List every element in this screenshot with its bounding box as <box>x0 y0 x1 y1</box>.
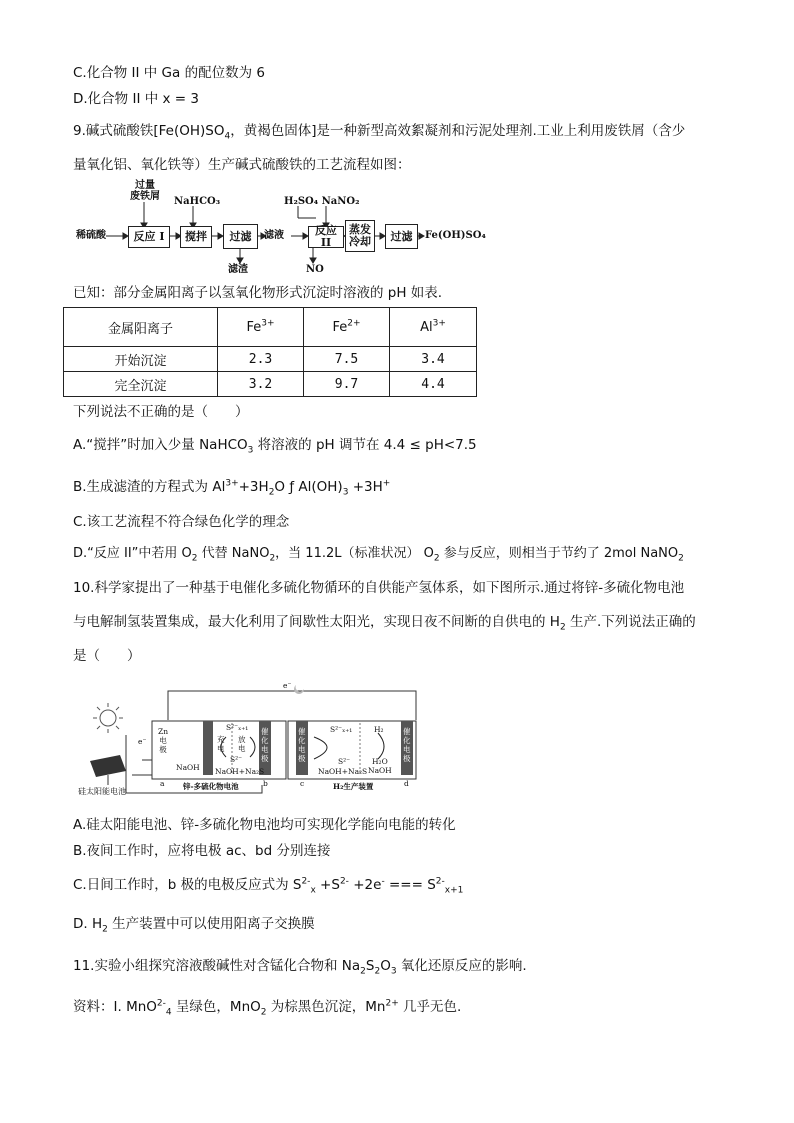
flow-no-label: NO <box>306 264 324 275</box>
electrode-d-label: d <box>404 779 409 788</box>
naoh-na2s-label-2: NaOH+Na₂S <box>318 767 368 776</box>
process-flowchart <box>76 180 486 275</box>
catalytic-electrode-3: 催 化 电 极 <box>403 727 411 763</box>
flow-box1-input: 过量 废铁屑 <box>130 180 160 202</box>
q10-stem-line1: 10.科学家提出了一种基于电催化多硫化物循环的自供能产氢体系，如下图所示.通过将锌-多硫化物电池 <box>73 580 685 596</box>
zn-electrode-label: Zn 电 极 <box>158 727 169 754</box>
table-cell: 完全沉淀 <box>64 372 218 397</box>
h2-device-caption: H₂生产装置 <box>333 782 374 791</box>
table-header-cell: $Al^{3+}$ <box>390 308 477 347</box>
battery-caption: 锌-多硫化物电池 <box>183 782 239 791</box>
ph-table <box>63 307 477 397</box>
table-cell: 开始沉淀 <box>64 347 218 372</box>
q9-stem-line1: 9.碱式硫酸铁[$Fe(OH)SO_4$，黄褐色固体]是一种新型高效絮凝剂和污泥处理剂.工业上利用废铁屑（含少 <box>73 123 686 142</box>
q9-option-d: D.“反应 II”中若用 $O_2$ 代替 NaNO$_2$，当 11.2L（标准状况） $O_2$ 参与反应，则相当于节约了 2mol NaNO$_2$ <box>73 546 684 564</box>
naoh-left-label: NaOH <box>176 763 200 772</box>
flow-box-evaporate: 蒸发 冷却 <box>345 220 375 252</box>
polysulfide-label-2: S²⁻ₓ₊₁ <box>330 725 353 734</box>
table-cell: 7.5 <box>304 347 390 372</box>
flow-box-stir: 搅拌 <box>180 226 212 248</box>
flow-box-filter2: 过滤 <box>385 224 418 249</box>
electron-label-left: e⁻ <box>138 737 147 746</box>
discharge-label: 放 电 <box>238 735 246 753</box>
flow-box2-input: NaHCO₃ <box>174 196 221 207</box>
table-row <box>64 347 477 372</box>
q10-option-b: B.夜间工作时，应将电极 ac、bd 分别连接 <box>73 843 331 859</box>
electrode-b-label: b <box>263 779 268 788</box>
sulfide-label-1: S²⁻ <box>230 755 243 764</box>
q9-option-a: A.“搅拌”时加入少量 NaHCO$_3$ 将溶液的 pH 调节在 4.4 ≤ pH<7.5 <box>73 437 477 456</box>
flow-box-filter1: 过滤 <box>223 224 258 249</box>
q10-option-c: C.日间工作时，b 极的电极反应式为 $S^{2-}_x +S^{2-} +2e^-$ === $S^{2-}_{x+1}$ <box>73 876 464 896</box>
q11-stem: 11.实验小组探究溶液酸碱性对含锰化合物和 $Na_2S_2O_3$ 氧化还原反应的影响. <box>73 958 527 977</box>
table-cell: 4.4 <box>390 372 477 397</box>
polysulfide-label-1: S²⁻ₓ₊₁ <box>226 723 249 732</box>
table-cell: 2.3 <box>218 347 304 372</box>
option-d-q8: D.化合物 II 中 x = 3 <box>73 91 199 107</box>
q9-known-text: 已知：部分金属阳离子以氢氧化物形式沉淀时溶液的 pH 如表. <box>73 285 443 301</box>
flow-product-label: Fe(OH)SO₄ <box>425 230 486 241</box>
flow-residue-label: 滤渣 <box>228 264 248 275</box>
q9-option-b: B.生成滤渣的方程式为 $Al^{3+}+3H_2O$ ƒ $Al(OH)_3 +3H^+$ <box>73 478 391 498</box>
catalytic-electrode-2: 催 化 电 极 <box>298 727 306 763</box>
q10-stem-line3: 是（ ） <box>73 648 141 664</box>
h2-label: H₂ <box>374 725 384 734</box>
table-header-cell: $Fe^{3+}$ <box>218 308 304 347</box>
option-c-q8: C.化合物 II 中 Ga 的配位数为 6 <box>73 65 265 81</box>
flow-box-reaction2: 反应 II <box>308 226 344 248</box>
electrode-a-label: a <box>160 779 165 788</box>
flow-box4-input: H₂SO₄ NaNO₂ <box>284 196 360 207</box>
naoh-na2s-label-1: NaOH+Na₂S <box>215 767 265 776</box>
q11-info: 资料：I. MnO$^{2-}_4$ 呈绿色，MnO$_2$ 为棕黑色沉淀，$Mn^{2+}$ 几乎无色. <box>73 998 462 1018</box>
table-header-cell: 金属阳离子 <box>64 308 218 347</box>
flow-start-label: 稀硫酸 <box>76 230 106 241</box>
sulfide-label-2: S²⁻ <box>338 757 351 766</box>
charge-label: 充 电 <box>217 735 225 753</box>
q10-option-a: A.硅太阳能电池、锌-多硫化物电池均可实现化学能向电能的转化 <box>73 817 456 833</box>
energy-system-diagram <box>78 675 423 805</box>
q10-stem-line2: 与电解制氢装置集成，最大化利用了间歇性太阳光，实现日夜不间断的自供电的 $H_2$ 生产.下列说法正确的 <box>73 614 696 633</box>
q9-question: 下列说法不正确的是（ ） <box>73 404 249 420</box>
flow-filtrate-label: 滤液 <box>264 230 284 241</box>
table-cell: 3.2 <box>218 372 304 397</box>
table-cell: 9.7 <box>304 372 390 397</box>
electrode-c-label: c <box>300 779 305 788</box>
flow-box-reaction1: 反应 I <box>128 226 170 248</box>
q10-option-d: D. $H_2$ 生产装置中可以使用阳离子交换膜 <box>73 916 315 935</box>
table-header-cell: $Fe^{2+}$ <box>304 308 390 347</box>
table-cell: 3.4 <box>390 347 477 372</box>
table-header-row <box>64 308 477 347</box>
q9-stem-line2: 量氧化铝、氧化铁等）生产碱式硫酸铁的工艺流程如图： <box>73 157 411 173</box>
electron-label-top: e⁻ <box>283 681 292 690</box>
catalytic-electrode-1: 催 化 电 极 <box>261 727 269 763</box>
h2o-naoh-label: H₂O NaOH <box>368 757 392 775</box>
q9-option-c: C.该工艺流程不符合绿色化学的理念 <box>73 514 290 530</box>
solar-panel-label: 硅太阳能电池 <box>78 787 126 796</box>
table-row <box>64 372 477 397</box>
